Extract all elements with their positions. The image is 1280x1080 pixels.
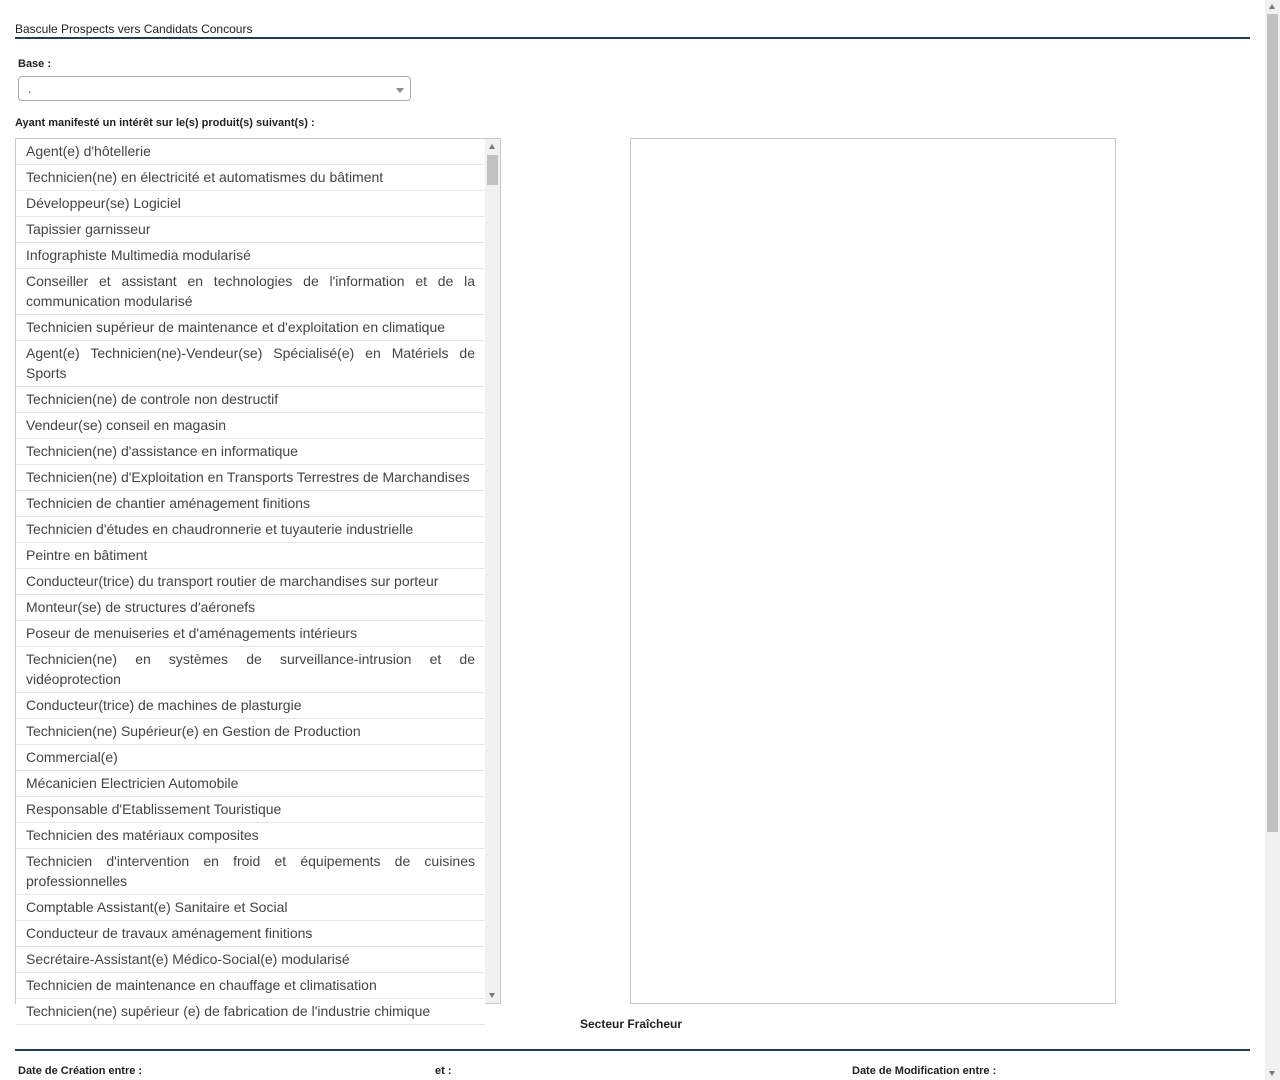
creation-date-label: Date de Création entre :	[18, 1065, 143, 1077]
list-item[interactable]: Technicien d'études en chaudronnerie et tuyauterie industrielle	[16, 517, 485, 543]
list-item[interactable]: Mécanicien Electricien Automobile	[16, 771, 485, 797]
selected-products-listbox[interactable]	[630, 138, 1116, 1004]
and-label: et :	[435, 1065, 452, 1077]
page-title: Bascule Prospects vers Candidats Concours	[15, 22, 253, 36]
list-item[interactable]: Poseur de menuiseries et d'aménagements intérieurs	[16, 621, 485, 647]
scroll-thumb[interactable]	[487, 155, 498, 185]
title-divider	[15, 37, 1250, 39]
list-item[interactable]: Conducteur(trice) du transport routier de marchandises sur porteur	[16, 569, 485, 595]
list-item[interactable]: Tapissier garnisseur	[16, 217, 485, 243]
list-item[interactable]: Technicien de chantier aménagement finitions	[16, 491, 485, 517]
list-item[interactable]: Commercial(e)	[16, 745, 485, 771]
page-scroll-thumb[interactable]	[1267, 14, 1278, 832]
base-select-value: .	[28, 82, 32, 96]
list-item[interactable]: Développeur(se) Logiciel	[16, 191, 485, 217]
list-item[interactable]: Comptable Assistant(e) Sanitaire et Social	[16, 895, 485, 921]
list-item[interactable]: Monteur(se) de structures d'aéronefs	[16, 595, 485, 621]
list-item[interactable]: Responsable d'Etablissement Touristique	[16, 797, 485, 823]
list-item[interactable]: Technicien(ne) en systèmes de surveillance-intrusion et de vidéoprotection	[16, 647, 485, 693]
list-scrollbar[interactable]	[485, 139, 500, 1003]
list-item[interactable]: Technicien de maintenance en chauffage et climatisation	[16, 973, 485, 999]
list-item[interactable]: Conducteur(trice) de machines de plasturgie	[16, 693, 485, 719]
list-item[interactable]: Conseiller et assistant en technologies de l'information et de la communication modularisé	[16, 269, 485, 315]
list-item[interactable]: Technicien des matériaux composites	[16, 823, 485, 849]
page-scroll-up-icon[interactable]	[1269, 4, 1275, 9]
list-item[interactable]: Technicien d'intervention en froid et équipements de cuisines professionnelles	[16, 849, 485, 895]
list-item[interactable]: Conducteur de travaux aménagement finitions	[16, 921, 485, 947]
scroll-down-icon[interactable]	[489, 993, 495, 998]
list-item[interactable]: Technicien(ne) en électricité et automatismes du bâtiment	[16, 165, 485, 191]
list-item[interactable]: Peintre en bâtiment	[16, 543, 485, 569]
section-divider	[15, 1049, 1250, 1051]
list-item[interactable]: Technicien supérieur de maintenance et d'exploitation en climatique	[16, 315, 485, 341]
page-scrollbar[interactable]	[1265, 0, 1280, 1080]
base-label: Base :	[18, 58, 52, 70]
products-label: Ayant manifesté un intérêt sur le(s) produit(s) suivant(s) :	[15, 117, 315, 129]
scroll-up-icon[interactable]	[489, 144, 495, 149]
list-item[interactable]: Technicien(ne) de controle non destructif	[16, 387, 485, 413]
list-item[interactable]: Vendeur(se) conseil en magasin	[16, 413, 485, 439]
list-item[interactable]: Technicien(ne) d'assistance en informatique	[16, 439, 485, 465]
chevron-down-icon	[396, 88, 404, 93]
base-select[interactable]	[18, 76, 411, 101]
list-item[interactable]: Technicien(ne) d'Exploitation en Transports Terrestres de Marchandises	[16, 465, 485, 491]
list-item[interactable]: Infographiste Multimedia modularisé	[16, 243, 485, 269]
list-item[interactable]: Technicien(ne) supérieur (e) de fabrication de l'industrie chimique	[16, 999, 485, 1025]
list-item[interactable]: Secrétaire-Assistant(e) Médico-Social(e) modularisé	[16, 947, 485, 973]
list-item[interactable]: Agent(e) d'hôtellerie	[16, 139, 485, 165]
list-item[interactable]: Agent(e) Technicien(ne)-Vendeur(se) Spécialisé(e) en Matériels de Sports	[16, 341, 485, 387]
page-scroll-down-icon[interactable]	[1269, 1071, 1275, 1076]
list-item[interactable]: Technicien(ne) Supérieur(e) en Gestion de Production	[16, 719, 485, 745]
products-list	[16, 139, 485, 1025]
secteur-label: Secteur Fraîcheur	[580, 1017, 683, 1031]
products-listbox[interactable]	[15, 138, 501, 1019]
modification-date-label: Date de Modification entre :	[852, 1065, 997, 1077]
